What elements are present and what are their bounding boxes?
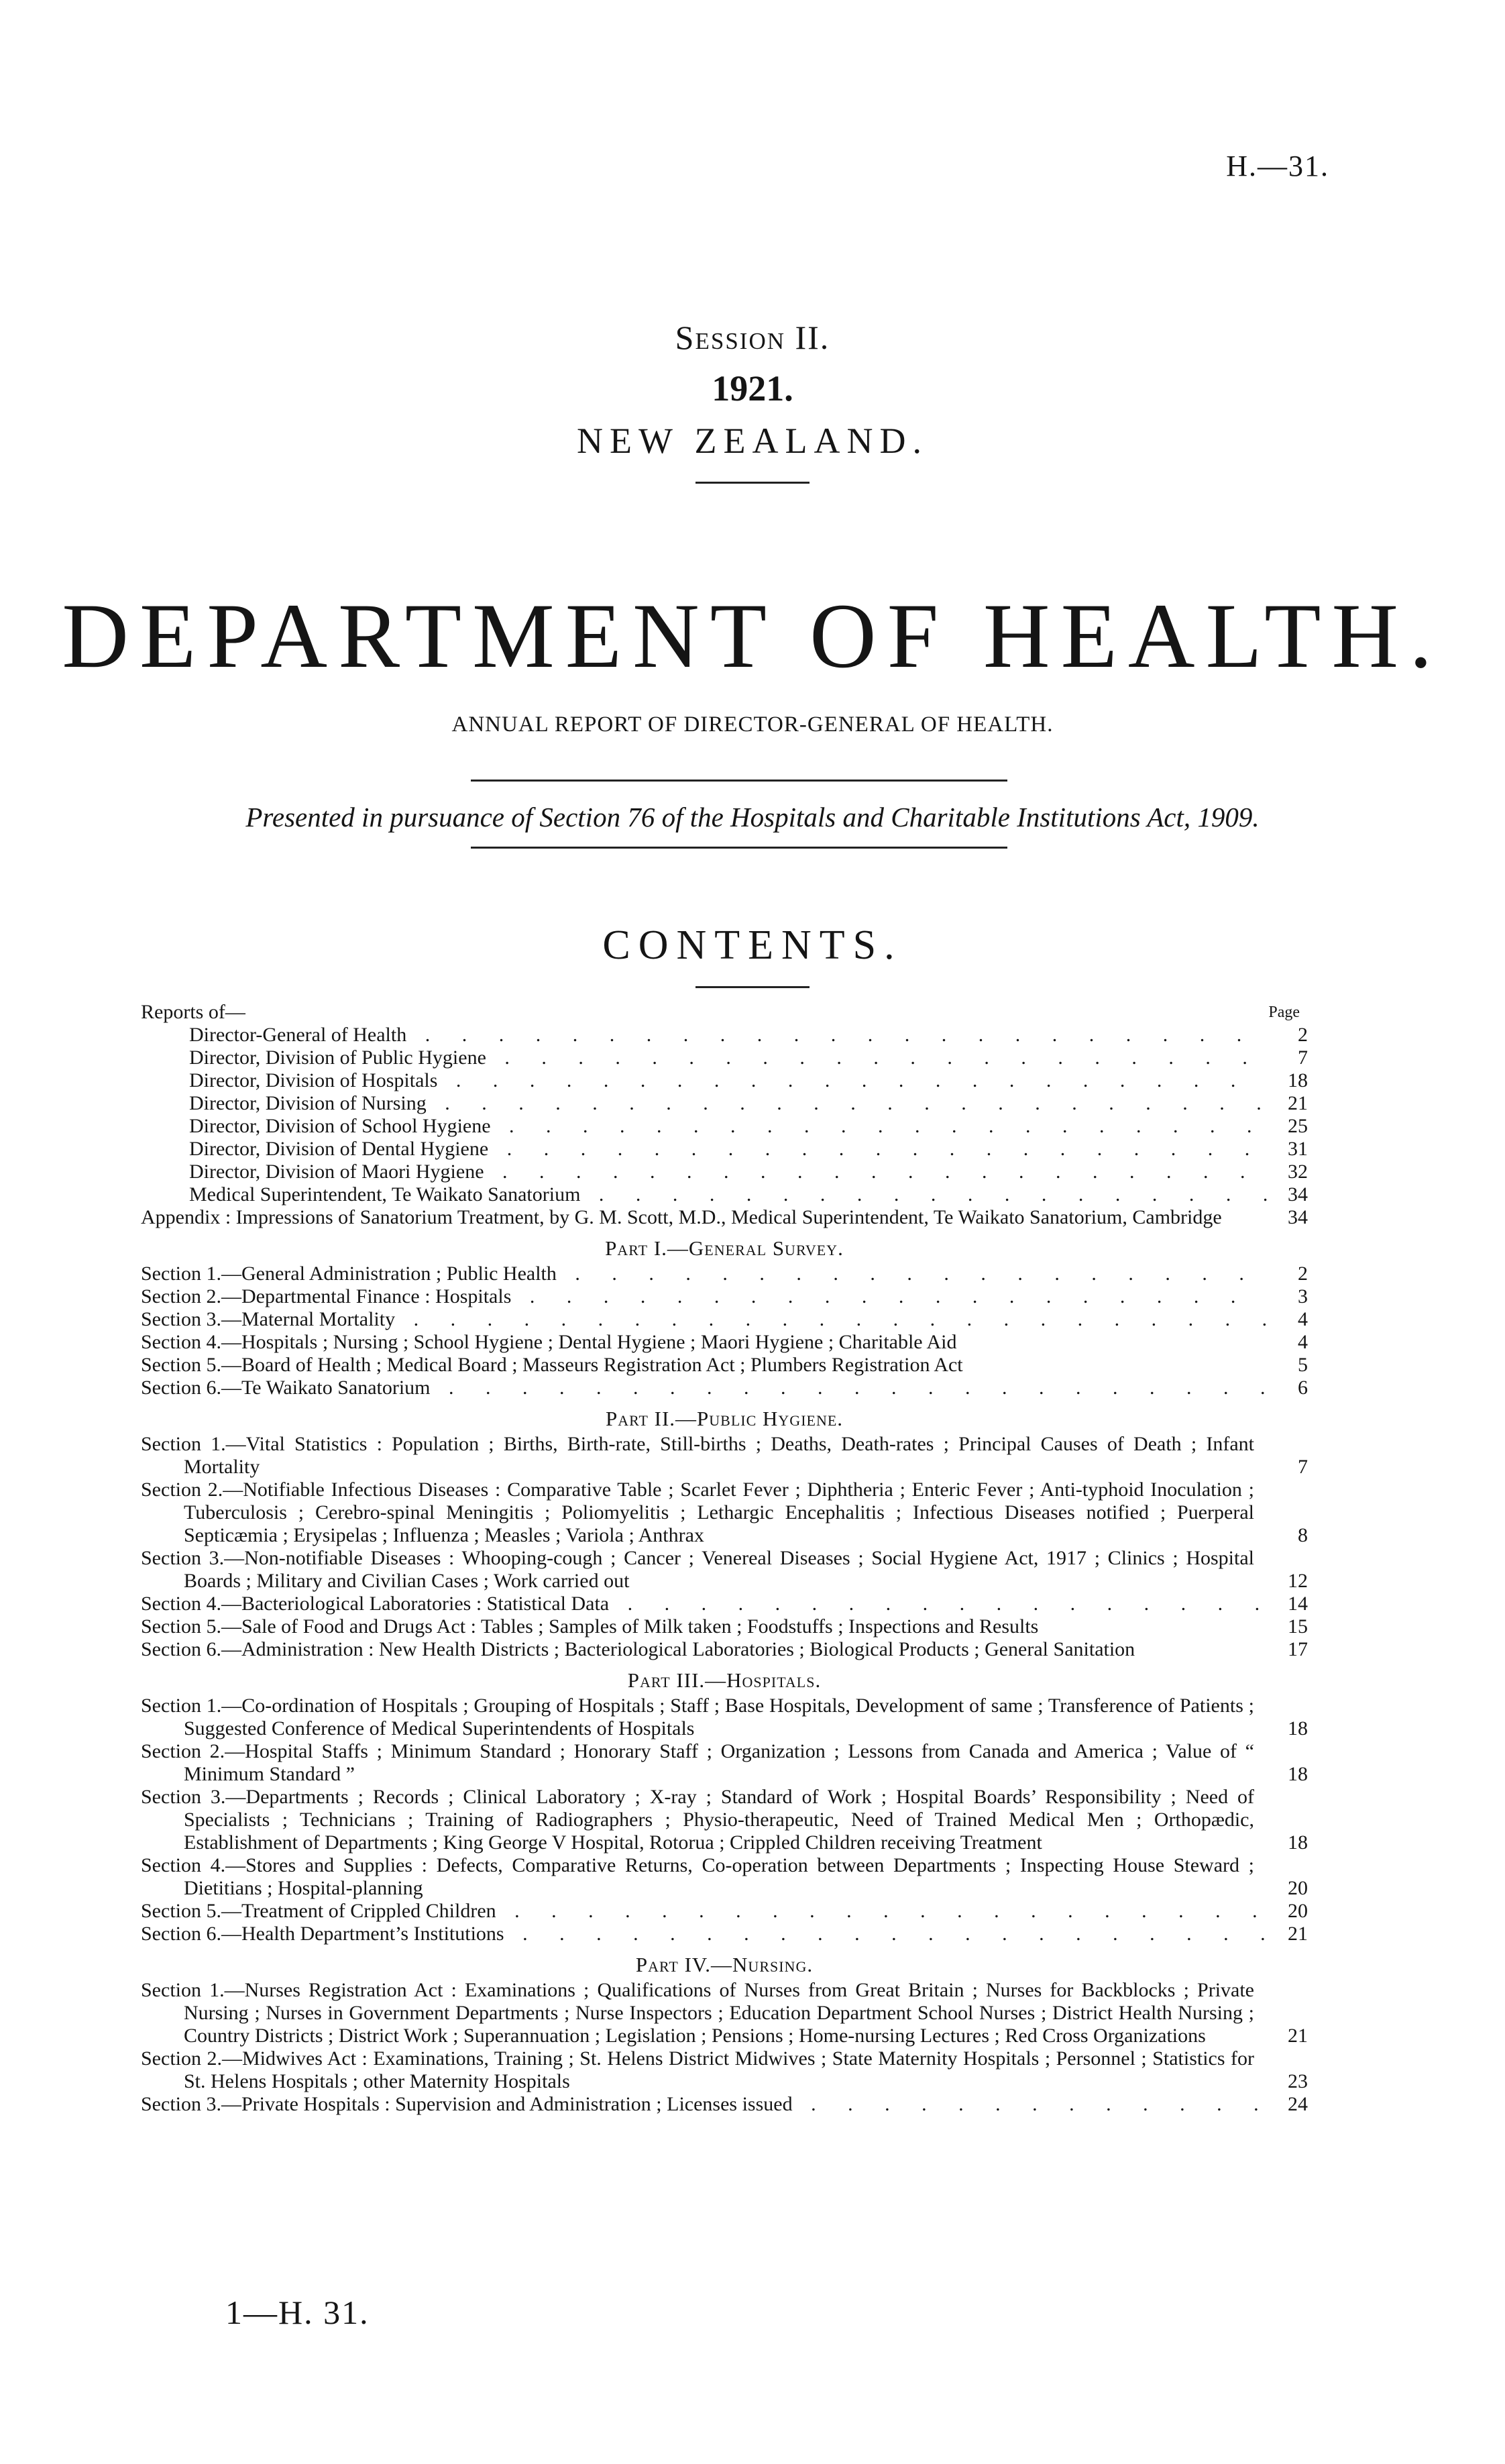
report-entry-page: 25 xyxy=(1288,1115,1308,1137)
report-entry-page: 18 xyxy=(1288,1069,1308,1091)
section-entry-text: Section 4.—Stores and Supplies : Defects, Comparative Returns, Co-operation between Departments ; Inspecting House Steward ; Dietitians ; Hospital-planning xyxy=(141,1854,1254,1899)
report-entry-page: 34 xyxy=(1288,1183,1308,1206)
section-entry-text: Section 3.—Non-notifiable Diseases : Whooping-cough ; Cancer ; Venereal Diseases ; Social Hygiene Act, 1917 ; Clinics ; Hospital Boards ; Military and Civilian Cases ; Work carried out xyxy=(141,1547,1254,1592)
part-heading-text: Part III.—Hospitals. xyxy=(627,1668,822,1692)
part-heading-text: Part II.—Public Hygiene. xyxy=(605,1407,844,1430)
section-entry-text: Section 5.—Treatment of Crippled Children . . . xyxy=(141,1900,1268,1923)
report-entry-page: 21 xyxy=(1288,1092,1308,1114)
section-entry-page: 5 xyxy=(1298,1354,1308,1376)
divider-top xyxy=(471,780,1007,782)
report-entry-text: Director, Division of Hospitals . . . xyxy=(189,1069,1268,1092)
report-entry-page: 32 xyxy=(1288,1161,1308,1183)
document-reference: H.—31. xyxy=(1226,150,1329,182)
divider-bottom xyxy=(471,847,1007,849)
report-entry xyxy=(141,1183,1308,1206)
report-entry xyxy=(141,1161,1308,1183)
section-entry xyxy=(141,1615,1308,1638)
section-entry-text: Section 2.—Departmental Finance : Hospitals . . . xyxy=(141,1285,1268,1308)
report-entry-text: Director, Division of Maori Hygiene . . . xyxy=(189,1161,1268,1183)
section-entry-page: 4 xyxy=(1298,1331,1308,1353)
section-entry-page: 21 xyxy=(1288,2025,1308,2047)
report-entry-page: 2 xyxy=(1298,1024,1308,1046)
report-entry-text: Medical Superintendent, Te Waikato Sanatorium . . . xyxy=(189,1183,1268,1206)
report-entry-page: 31 xyxy=(1288,1138,1308,1160)
report-entry xyxy=(141,1047,1308,1069)
section-entry-page: 20 xyxy=(1288,1900,1308,1922)
parts-list xyxy=(141,1237,1308,2116)
section-entry xyxy=(141,1479,1308,1547)
section-entry-page: 24 xyxy=(1288,2093,1308,2115)
section-entry-text: Section 3.—Departments ; Records ; Clinical Laboratory ; X-ray ; Standard of Work ; Hospital Boards’ Responsibility ; Need of Specialists ; Technicians ; Training of Radiographers ; Physio-therapeutic, Need of Trained Medical Men ; Orthopædic, Establishment of Departments ; King George V Hospital, Rotorua ; Crippled Children receiving Treatment xyxy=(141,1786,1254,1854)
section-entry-page: 17 xyxy=(1288,1638,1308,1660)
section-entry xyxy=(141,1900,1308,1923)
part-heading xyxy=(141,1237,1308,1260)
section-entry xyxy=(141,1354,1308,1377)
section-entry xyxy=(141,1285,1308,1308)
report-entry xyxy=(141,1024,1308,1047)
section-entry-text: Section 4.—Hospitals ; Nursing ; School Hygiene ; Dental Hygiene ; Maori Hygiene ; Charitable Aid xyxy=(141,1331,957,1353)
part-heading xyxy=(141,1407,1308,1430)
reports-heading: Reports of— xyxy=(141,1001,245,1023)
section-entry xyxy=(141,1854,1308,1900)
report-entry xyxy=(141,1115,1308,1138)
section-entry xyxy=(141,1740,1308,1786)
report-entry-text: Director, Division of Public Hygiene . . . xyxy=(189,1047,1268,1069)
section-entry xyxy=(141,1786,1308,1854)
report-entry xyxy=(141,1092,1308,1115)
section-entry xyxy=(141,1923,1308,1945)
section-entry-text: Section 4.—Bacteriological Laboratories : Statistical Data . . . xyxy=(141,1593,1268,1615)
section-entry-text: Section 3.—Private Hospitals : Supervision and Administration ; Licenses issued . . . xyxy=(141,2093,1268,2116)
section-entry-text: Section 2.—Notifiable Infectious Diseases : Comparative Table ; Scarlet Fever ; Diphtheria ; Enteric Fever ; Anti-typhoid Inoculation ; Tuberculosis ; Cerebro-spinal Meningitis ; Poliomyelitis ; Lethargic Encephalitis ; Infectious Diseases notified ; Puerperal Septicæmia ; Erysipelas ; Influenza ; Measles ; Variola ; Anthrax xyxy=(141,1479,1254,1546)
report-entry-text: Director-General of Health . . . xyxy=(189,1024,1268,1047)
report-entry-text: Director, Division of Dental Hygiene . . . xyxy=(189,1138,1268,1161)
section-entry-page: 4 xyxy=(1298,1308,1308,1330)
appendix-text: Appendix : Impressions of Sanatorium Treatment, by G. M. Scott, M.D., Medical Superintendent, Te Waikato Sanatorium, Cambridge xyxy=(141,1206,1222,1228)
report-entry xyxy=(141,1069,1308,1092)
section-entry-page: 21 xyxy=(1288,1923,1308,1945)
section-entry-page: 23 xyxy=(1288,2070,1308,2092)
section-entry xyxy=(141,1593,1308,1615)
section-entry-page: 3 xyxy=(1298,1285,1308,1307)
section-entry xyxy=(141,2047,1308,2093)
report-entry-text: Director, Division of School Hygiene . . . xyxy=(189,1115,1268,1138)
section-entry-text: Section 5.—Sale of Food and Drugs Act : Tables ; Samples of Milk taken ; Foodstuffs ; Inspections and Results xyxy=(141,1615,1039,1638)
section-entry-page: 18 xyxy=(1288,1717,1308,1739)
section-entry-page: 20 xyxy=(1288,1877,1308,1899)
section-entry xyxy=(141,1263,1308,1285)
report-entry-page: 7 xyxy=(1298,1047,1308,1069)
session-label xyxy=(0,318,1505,357)
section-entry-text: Section 6.—Te Waikato Sanatorium . . . xyxy=(141,1377,1268,1399)
session-text: Session II. xyxy=(675,319,830,356)
table-of-contents xyxy=(141,1001,1308,2116)
part-heading xyxy=(141,1669,1308,1692)
section-entry xyxy=(141,1638,1308,1661)
part-heading-text: Part IV.—Nursing. xyxy=(635,1953,814,1976)
section-entry-page: 6 xyxy=(1298,1377,1308,1399)
section-entry xyxy=(141,1433,1308,1479)
section-entry-page: 14 xyxy=(1288,1593,1308,1615)
document-subtitle: ANNUAL REPORT OF DIRECTOR-GENERAL OF HEALTH. xyxy=(451,712,1054,737)
section-entry-text: Section 5.—Board of Health ; Medical Board ; Masseurs Registration Act ; Plumbers Registration Act xyxy=(141,1354,963,1376)
section-entry-text: Section 2.—Hospital Staffs ; Minimum Standard ; Honorary Staff ; Organization ; Lessons from Canada and America ; Value of “ Minimum Standard ” xyxy=(141,1740,1254,1785)
year-label: 1921. xyxy=(712,368,793,409)
page-footer: 1—H. 31. xyxy=(225,2294,370,2331)
section-entry-text: Section 1.—Co-ordination of Hospitals ; Grouping of Hospitals ; Staff ; Base Hospitals, Development of same ; Transference of Patients ; Suggested Conference of Medical Superintendents of Hospitals xyxy=(141,1695,1254,1739)
page-column-heading: Page xyxy=(1268,1004,1300,1021)
appendix-entry xyxy=(141,1206,1308,1229)
part-heading xyxy=(141,1953,1308,1976)
section-entry-text: Section 1.—Nurses Registration Act : Examinations ; Qualifications of Nurses from Great Britain ; Nurses for Backblocks ; Private Nursing ; Nurses in Government Departments ; Nurse Inspectors ; Education Department School Nurses ; District Health Nursing ; Country Districts ; District Work ; Superannuation ; Legislation ; Pensions ; Home-nursing Lectures ; Red Cross Organizations xyxy=(141,1979,1254,2047)
section-entry-page: 7 xyxy=(1298,1456,1308,1478)
section-entry xyxy=(141,1308,1308,1331)
section-entry-text: Section 6.—Administration : New Health Districts ; Bacteriological Laboratories ; Biological Products ; General Sanitation xyxy=(141,1638,1135,1660)
presented-statement: Presented in pursuance of Section 76 of the Hospitals and Charitable Institutions Act, 1909. xyxy=(245,802,1260,833)
country-label: NEW ZEALAND. xyxy=(577,421,928,461)
reports-list xyxy=(141,1024,1308,1206)
section-entry-text: Section 6.—Health Department’s Institutions . . . xyxy=(141,1923,1268,1945)
appendix-page: 34 xyxy=(1288,1206,1308,1228)
section-entry-page: 2 xyxy=(1298,1263,1308,1285)
section-entry-text: Section 2.—Midwives Act : Examinations, Training ; St. Helens District Midwives ; State Maternity Hospitals ; Personnel ; Statistics for St. Helens Hospitals ; other Maternity Hospitals xyxy=(141,2047,1254,2092)
section-entry xyxy=(141,1331,1308,1354)
section-entry-text: Section 3.—Maternal Mortality . . . xyxy=(141,1308,1268,1331)
section-entry xyxy=(141,1979,1308,2047)
part-heading-text: Part I.—General Survey. xyxy=(605,1236,844,1260)
report-entry xyxy=(141,1138,1308,1161)
section-entry-text: Section 1.—General Administration ; Public Health . . . xyxy=(141,1263,1268,1285)
divider-short xyxy=(695,482,810,484)
divider-contents xyxy=(695,986,810,988)
section-entry-page: 18 xyxy=(1288,1763,1308,1785)
section-entry-page: 15 xyxy=(1288,1615,1308,1638)
section-entry xyxy=(141,2093,1308,2116)
section-entry-page: 8 xyxy=(1298,1524,1308,1546)
section-entry xyxy=(141,1377,1308,1399)
section-entry-text: Section 1.—Vital Statistics : Population ; Births, Birth-rate, Still-births ; Deaths, Death-rates ; Principal Causes of Death ; Infant Mortality xyxy=(141,1433,1254,1478)
section-entry xyxy=(141,1547,1308,1593)
report-entry-text: Director, Division of Nursing . . . xyxy=(189,1092,1268,1115)
reports-heading-row xyxy=(141,1001,1308,1024)
section-entry-page: 12 xyxy=(1288,1570,1308,1592)
section-entry-page: 18 xyxy=(1288,1831,1308,1854)
document-title: DEPARTMENT OF HEALTH. xyxy=(62,584,1443,687)
contents-heading: CONTENTS. xyxy=(602,922,903,968)
section-entry xyxy=(141,1695,1308,1740)
